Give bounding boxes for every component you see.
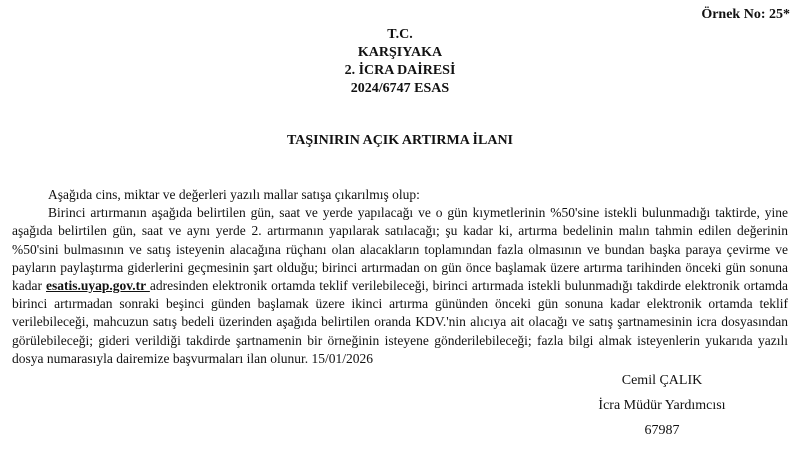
signer-role: İcra Müdür Yardımcısı: [598, 398, 726, 413]
header-file-number: 2024/6747 ESAS: [350, 81, 450, 96]
main-text-before-link: Birinci artırmanın aşağıda belirtilen gün, saat ve yerde yapılacağı ve o gün kıymetlerinin %50'sine istekli bulunmadığı taktirde, yine aşağıda belirtilen gün, saat ve aynı yerde 2. artırmanın yapılarak satılacağı; şu kadar ki, artırma bedelinin malın tahmin edilen değerinin %50'sini bulmasının ve satış isteyenin alacağına rüçhanı olan alacakların toplamından fazla olmasının ve bundan başka paraya çevirme ve payların paylaştırma giderlerini geçmesinin şart olduğu; birinci artırmadan on gün önce başlamak üzere artırma tarihinden önceki gün sonuna kadar: [12, 205, 788, 294]
signer-number: 67987: [644, 423, 680, 438]
signer-name: Cemil ÇALIK: [621, 373, 703, 388]
document-header: [0, 26, 800, 98]
signature-block: [562, 372, 762, 447]
main-paragraph: [12, 204, 788, 368]
header-country: T.C.: [387, 27, 413, 42]
header-office: 2. İCRA DAİRESİ: [344, 63, 456, 78]
document-title: TAŞINIRIN AÇIK ARTIRMA İLANI: [286, 133, 514, 148]
main-text-after-link: adresinden elektronik ortamda teklif verilebileceği, birinci artırmada istekli bulunmadığı takdirde elektronik ortamda birinci artırmadan sonraki beşinci günden başlamak üzere ikinci artırma gününden önceki gün sonuna kadar elektronik ortamda teklif verilebileceği, mahcuzun satış bedeli üzerinden aşağıda belirtilen oranda KDV.'nin alıcıya ait olacağı ve satış şartnamesinin icra dosyasından görülebileceği; gideri verildiği takdirde şartnamenin bir örneğinin isteyene gönderilebileceği; fazla bilgi almak isteyenlerin yukarıda yazılı dosya numarasıyla dairemize başvurmaları ilan olunur. 15/01/2026: [12, 278, 788, 366]
example-number: Örnek No: 25*: [701, 7, 790, 22]
esatis-link[interactable]: esatis.uyap.gov.tr: [45, 278, 150, 294]
intro-paragraph: Aşağıda cins, miktar ve değerleri yazılı mallar satışa çıkarılmış olup:: [48, 187, 420, 202]
header-district: KARŞIYAKA: [357, 45, 443, 60]
announcement-body: [12, 186, 788, 368]
